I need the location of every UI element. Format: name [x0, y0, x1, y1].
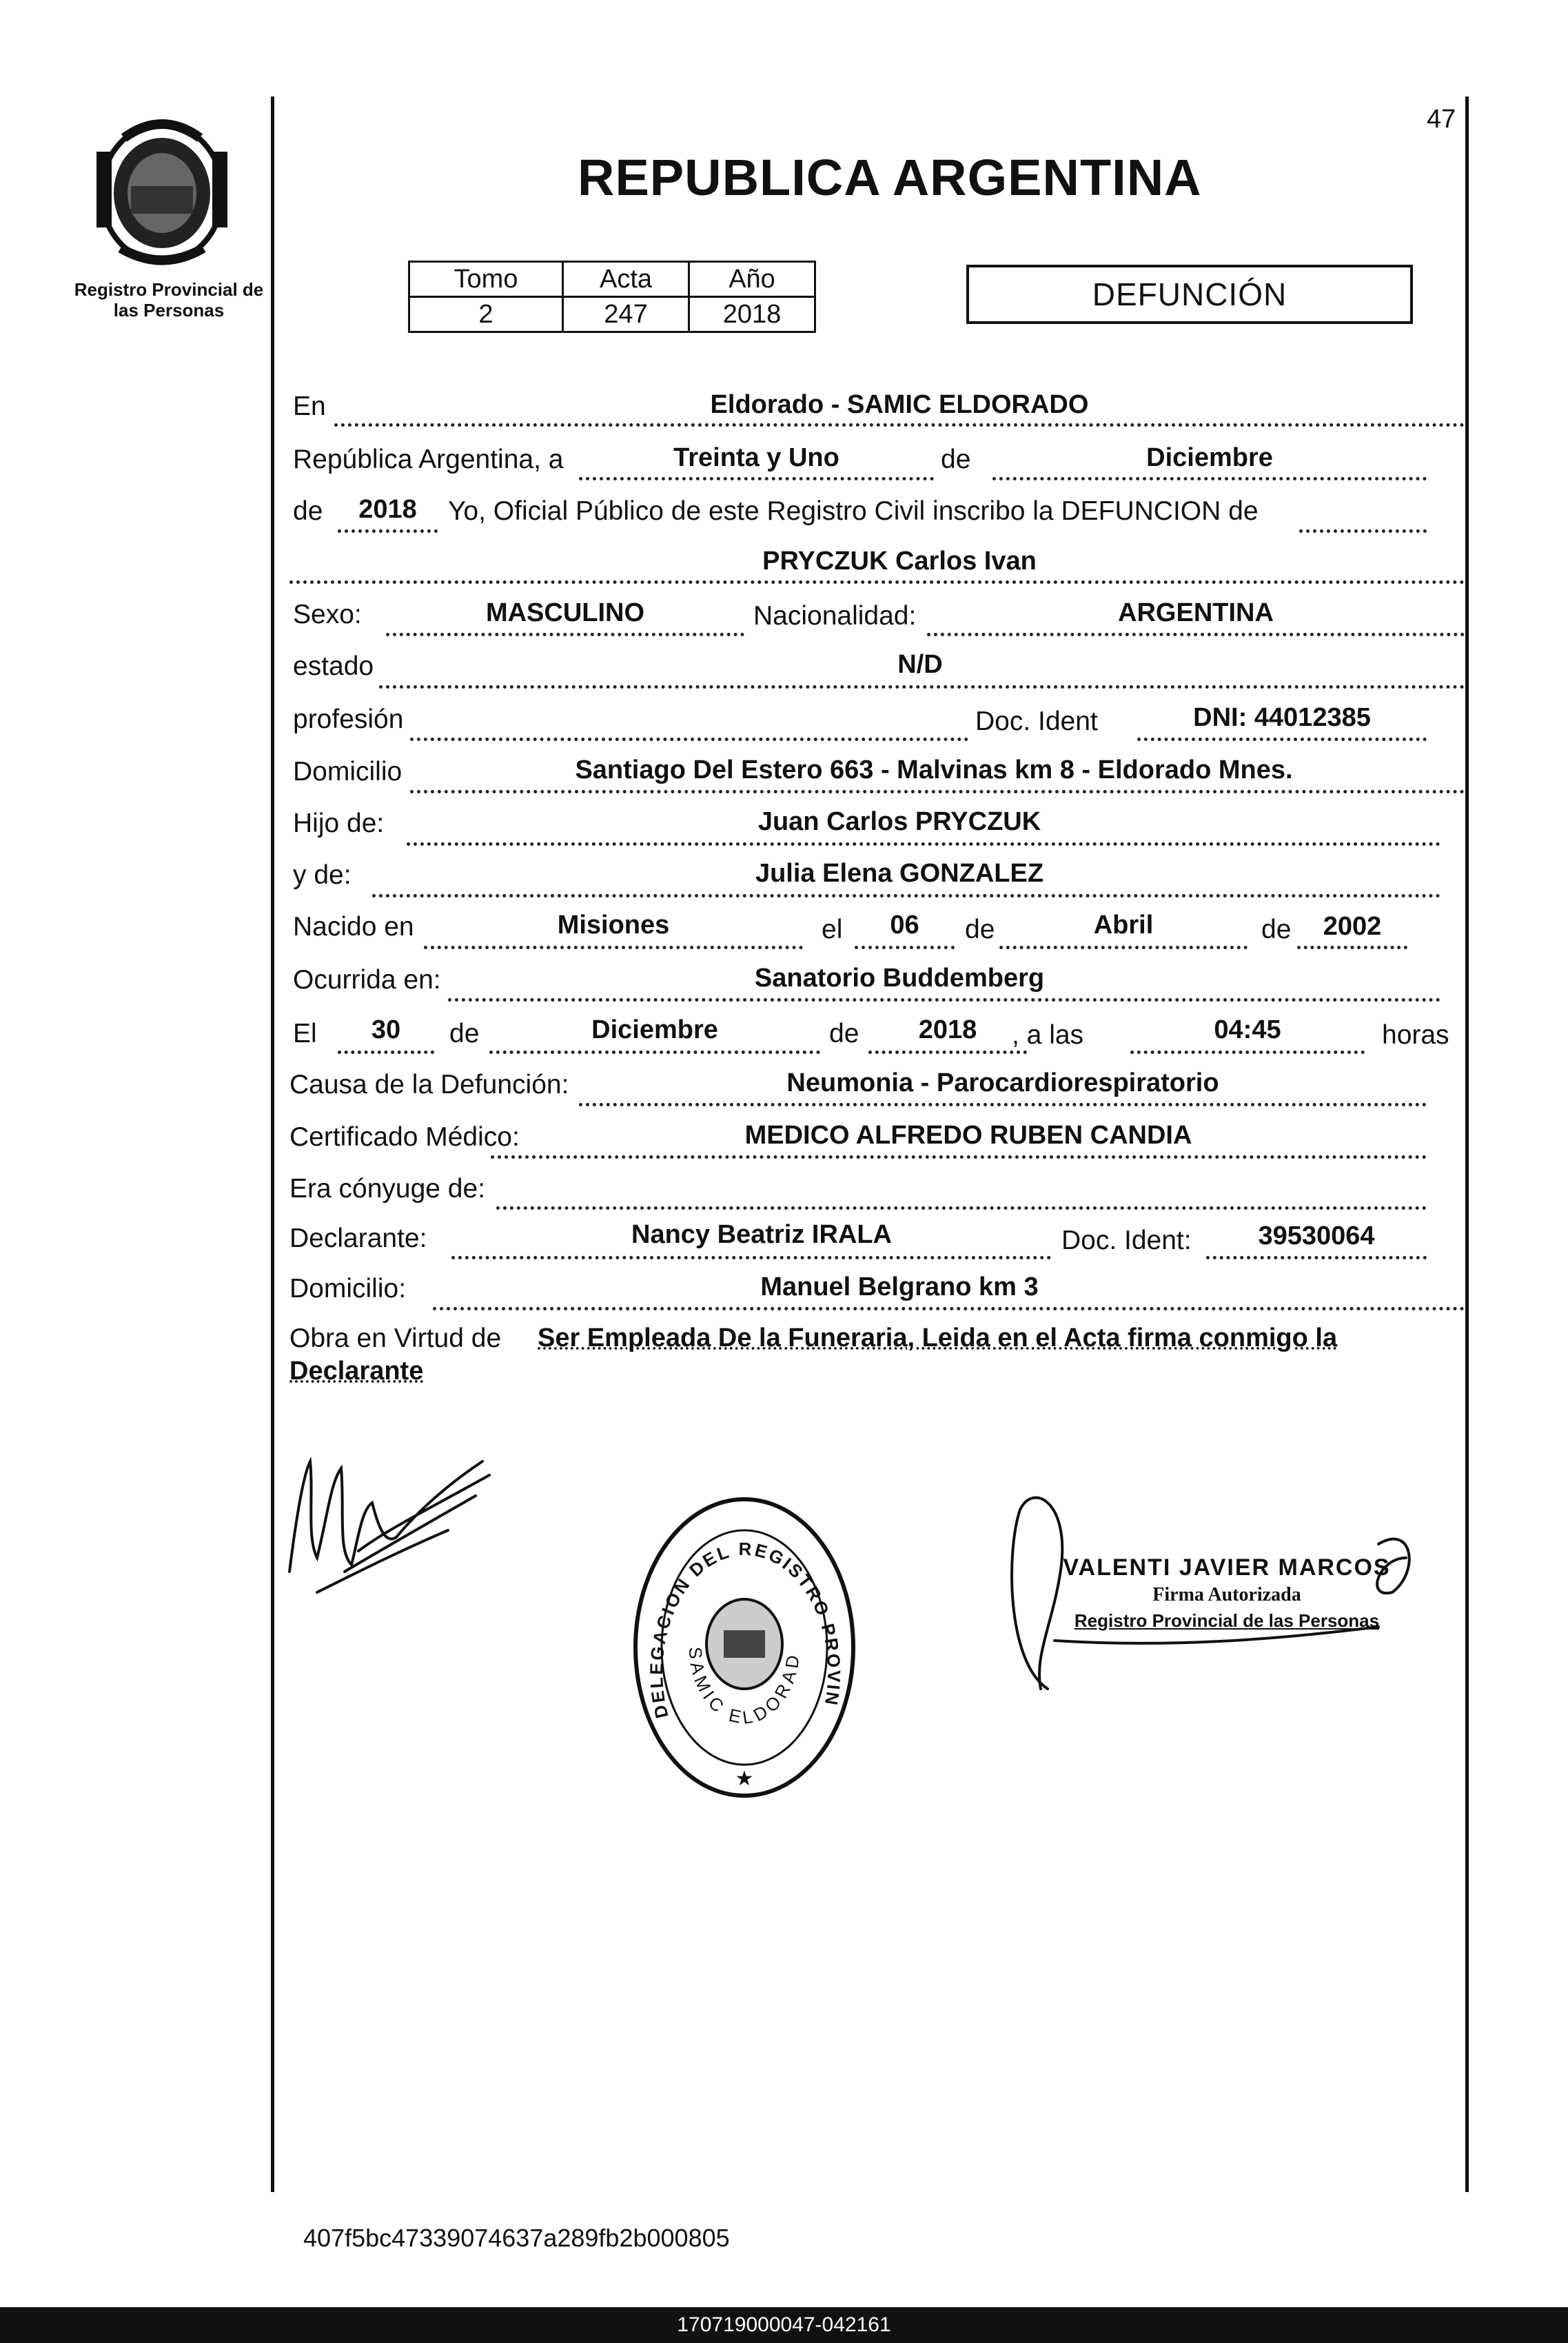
birth-de2-label: de — [1261, 915, 1292, 944]
nacido-label: Nacido en — [293, 912, 414, 942]
ocurrida-label: Ocurrida en: — [293, 965, 441, 995]
birth-month-value: Abril — [1093, 911, 1154, 940]
page-number: 47 — [1427, 105, 1456, 134]
hijo-value: Juan Carlos PRYCZUK — [757, 807, 1041, 836]
province-emblem — [83, 110, 241, 269]
nacionalidad-dotline — [927, 633, 1465, 636]
declarante-label: Declarante: — [289, 1224, 427, 1253]
alas-label: , a las — [1012, 1020, 1084, 1050]
doc-ident-value: DNI: 44012385 — [1193, 703, 1371, 732]
record-table — [408, 261, 816, 333]
declarant-signature — [276, 1434, 510, 1599]
doc-ident2-label: Doc. Ident: — [1061, 1226, 1192, 1255]
day-dotline — [579, 477, 934, 480]
svg-text:★: ★ — [735, 1767, 754, 1791]
registry-seal — [627, 1489, 862, 1806]
birth-year-dotline — [1297, 946, 1407, 949]
official-stamp — [1048, 1554, 1406, 1632]
death-de1-label: de — [449, 1019, 480, 1048]
acta-value: 247 — [563, 297, 689, 332]
yde-dotline — [372, 894, 1440, 897]
official-role: Firma Autorizada — [1152, 1584, 1301, 1605]
sexo-dotline — [386, 633, 744, 636]
anio-value: 2018 — [689, 297, 815, 332]
death-month-value: Diciembre — [591, 1015, 718, 1044]
year-value: 2018 — [358, 495, 417, 524]
birth-day-dotline — [855, 946, 955, 949]
death-day-value: 30 — [371, 1015, 401, 1044]
registry-label-line2: las Personas — [113, 300, 225, 321]
hijo-dotline — [407, 842, 1440, 846]
domicilio-value: Santiago Del Estero 663 - Malvinas km 8 - Eldorado Mnes. — [575, 755, 1293, 784]
name-dotline — [289, 580, 1465, 584]
seal-inner-text: SAMIC ELDORAD — [684, 1646, 804, 1728]
republica-label: República Argentina, a — [293, 445, 564, 474]
estado-value: N/D — [897, 650, 943, 679]
el-label: el — [822, 915, 843, 944]
acta-header: Acta — [563, 262, 689, 297]
statement-dotline — [1299, 529, 1427, 533]
en-label: En — [293, 392, 326, 421]
certificado-dotline — [491, 1155, 1427, 1159]
nacido-dotline — [424, 946, 803, 949]
doc-ident2-value: 39530064 — [1258, 1221, 1375, 1250]
official-office: Registro Provincial de las Personas — [1074, 1610, 1380, 1631]
estado-dotline — [379, 685, 1465, 689]
sexo-value: MASCULINO — [485, 598, 645, 627]
ocurrida-value: Sanatorio Buddemberg — [754, 964, 1045, 993]
nacionalidad-label: Nacionalidad: — [753, 601, 917, 631]
ocurrida-dotline — [448, 998, 1440, 1002]
declarante-dotline — [451, 1256, 1051, 1259]
sexo-label: Sexo: — [293, 600, 362, 629]
obra-value-line2: Declarante — [289, 1357, 424, 1386]
deceased-name-value: PRYCZUK Carlos Ivan — [762, 547, 1037, 576]
day-words-value: Treinta y Uno — [673, 443, 839, 472]
tomo-value: 2 — [409, 297, 563, 332]
document-hash: 407f5bc47339074637a289fb2b000805 — [303, 2224, 730, 2252]
death-year-value: 2018 — [918, 1015, 977, 1044]
registry-label-line1: Registro Provincial de — [74, 279, 264, 300]
estado-label: estado — [293, 651, 374, 681]
birth-day-value: 06 — [890, 911, 919, 940]
conyuge-label: Era cónyuge de: — [289, 1174, 486, 1204]
emblem-icon — [83, 110, 241, 269]
yde-label: y de: — [293, 860, 352, 890]
month-value: Diciembre — [1146, 443, 1273, 472]
horas-label: horas — [1382, 1020, 1449, 1050]
official-name: VALENTI JAVIER MARCOS — [1063, 1554, 1391, 1581]
domicilio2-value: Manuel Belgrano km 3 — [760, 1272, 1039, 1301]
left-margin-line — [271, 97, 274, 2192]
nacionalidad-value: ARGENTINA — [1118, 598, 1274, 627]
profesion-dotline — [410, 738, 968, 741]
death-day-dotline — [338, 1051, 434, 1054]
death-de2-label: de — [829, 1019, 859, 1048]
domicilio-dotline — [410, 790, 1465, 793]
birth-month-dotline — [999, 946, 1248, 949]
certificado-value: MEDICO ALFREDO RUBEN CANDIA — [744, 1121, 1192, 1150]
obra-value-line1: Ser Empleada De la Funeraria, Leida en el Acta firma conmigo la — [538, 1323, 1338, 1352]
certificado-label: Certificado Médico: — [289, 1122, 520, 1152]
death-year-dotline — [868, 1051, 1027, 1054]
tomo-header: Tomo — [409, 262, 563, 297]
causa-label: Causa de la Defunción: — [289, 1070, 569, 1099]
page-title: REPUBLICA ARGENTINA — [578, 149, 1202, 206]
year-prefix-label: de — [293, 496, 323, 526]
domicilio2-label: Domicilio: — [289, 1274, 407, 1304]
conyuge-dotline — [496, 1206, 1427, 1210]
barcode-strip — [0, 2307, 1568, 2343]
death-time-dotline — [1130, 1051, 1365, 1054]
death-time-value: 04:45 — [1214, 1015, 1281, 1044]
profesion-label: profesión — [293, 704, 404, 734]
death-month-dotline — [489, 1051, 820, 1054]
registry-label — [65, 279, 272, 321]
causa-value: Neumonia - Parocardiorespiratorio — [786, 1068, 1219, 1097]
hijo-label: Hijo de: — [293, 809, 385, 838]
causa-dotline — [579, 1103, 1427, 1106]
domicilio2-dotline — [433, 1307, 1465, 1310]
doc-ident2-dotline — [1206, 1256, 1427, 1259]
anio-header: Año — [689, 262, 815, 297]
de-label: de — [941, 445, 971, 474]
en-dotline — [334, 423, 1465, 427]
barcode-text: 170719000047-042161 — [677, 2313, 891, 2336]
seal-outer-text: DELEGACION DEL REGISTRO PROVIN — [646, 1538, 845, 1721]
doc-ident-dotline — [1137, 738, 1427, 741]
domicilio-label: Domicilio — [293, 757, 403, 787]
signature-scribble-icon — [276, 1434, 510, 1599]
birth-year-value: 2002 — [1323, 912, 1382, 941]
doc-ident-label: Doc. Ident — [975, 707, 1098, 736]
el2-label: El — [293, 1019, 317, 1048]
yde-value: Julia Elena GONZALEZ — [755, 859, 1044, 888]
seal-stamp-icon — [627, 1489, 862, 1806]
birth-de1-label: de — [965, 915, 995, 944]
en-value: Eldorado - SAMIC ELDORADO — [710, 390, 1089, 419]
month-dotline — [992, 477, 1427, 480]
declarante-value: Nancy Beatriz IRALA — [631, 1220, 892, 1249]
record-type-box: DEFUNCIÓN — [966, 265, 1413, 324]
right-margin-line — [1465, 97, 1469, 2192]
statement-text: Yo, Oficial Público de este Registro Civil inscribo la DEFUNCION de — [448, 496, 1259, 526]
obra-label: Obra en Virtud de — [289, 1323, 502, 1353]
nacido-value: Misiones — [557, 911, 670, 940]
year-dotline — [338, 529, 438, 533]
